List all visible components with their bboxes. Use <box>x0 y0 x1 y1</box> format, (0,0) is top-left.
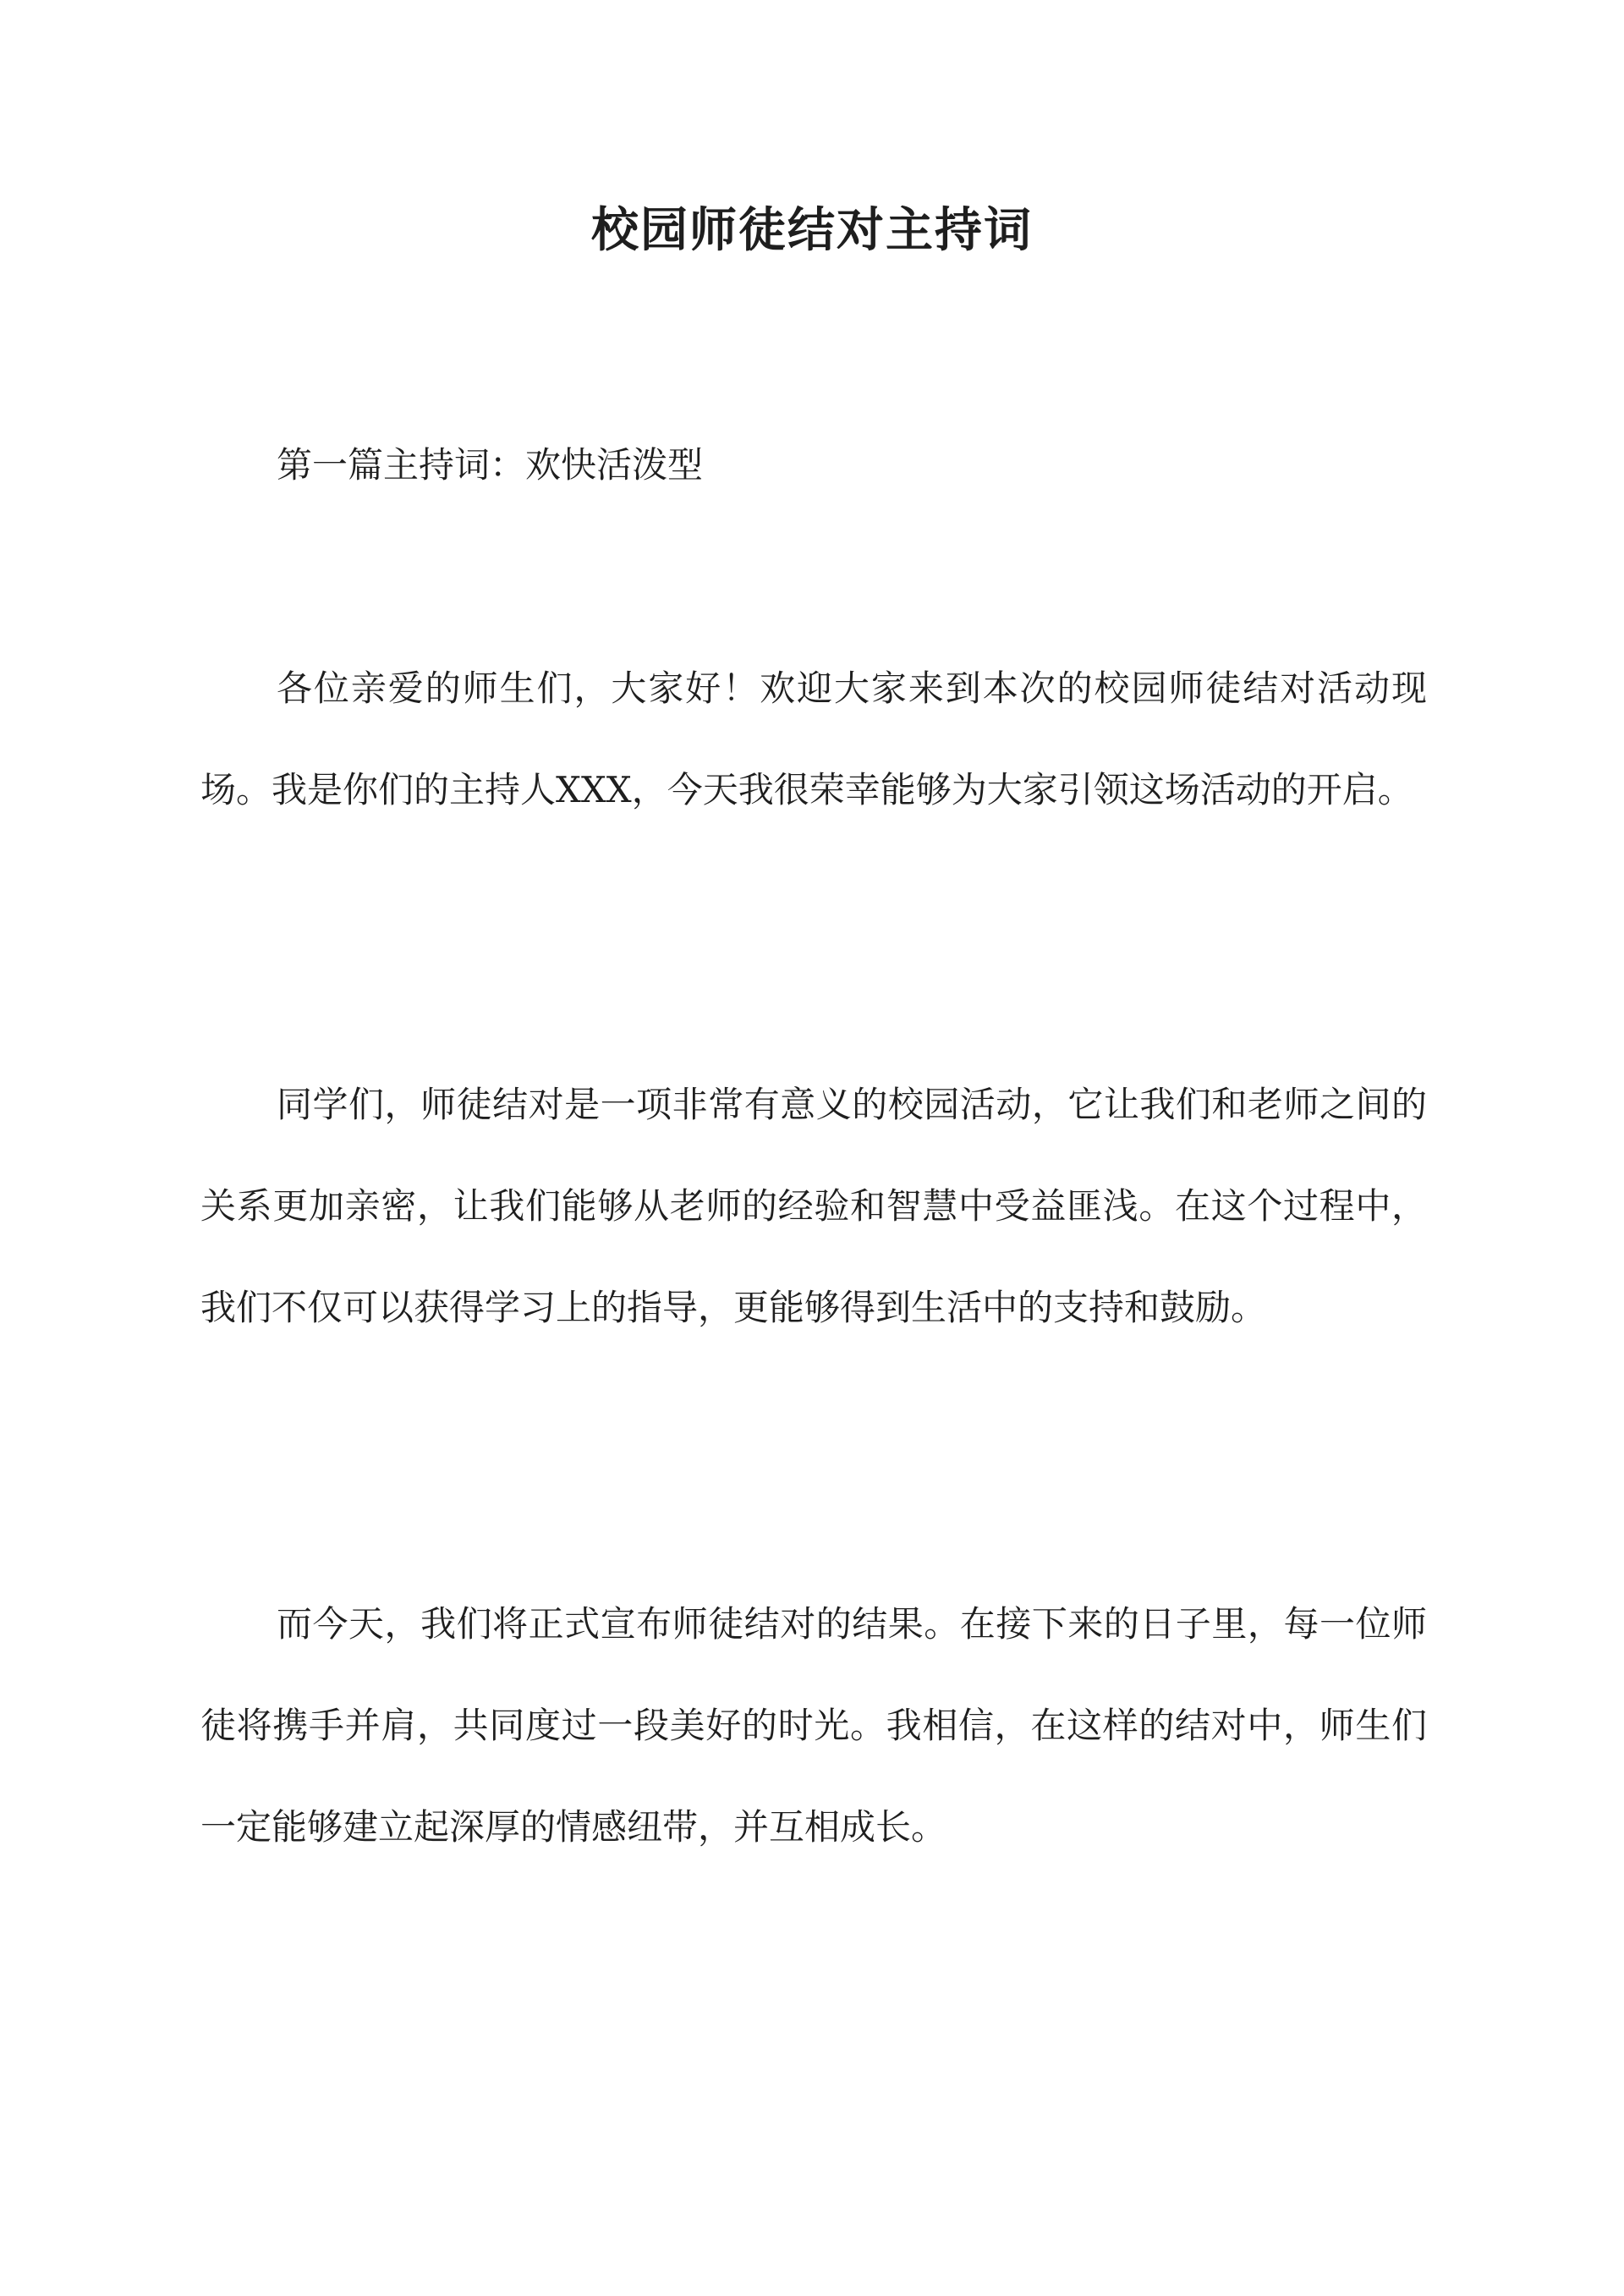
paragraph-1: 各位亲爱的师生们，大家好！欢迎大家来到本次的校园师徒结对活动现场。我是你们的主持人XXX，今天我很荣幸能够为大家引领这场活动的开启。 <box>200 667 1427 810</box>
section-heading: 第一篇主持词：欢快活泼型 <box>277 444 704 486</box>
paragraph-2: 同学们，师徒结对是一项非常有意义的校园活动，它让我们和老师之间的关系更加亲密，让我们能够从老师的经验和智慧中受益匪浅。在这个过程中，我们不仅可以获得学习上的指导，更能够得到生活中的支持和鼓励。 <box>200 1084 1427 1328</box>
document-title: 校园师徒结对主持词 <box>591 202 1033 258</box>
paragraph-3: 而今天，我们将正式宣布师徒结对的结果。在接下来的日子里，每一位师徒将携手并肩，共同度过一段美好的时光。我相信，在这样的结对中，师生们一定能够建立起深厚的情感纽带，并互相成长。 <box>200 1603 1427 1848</box>
